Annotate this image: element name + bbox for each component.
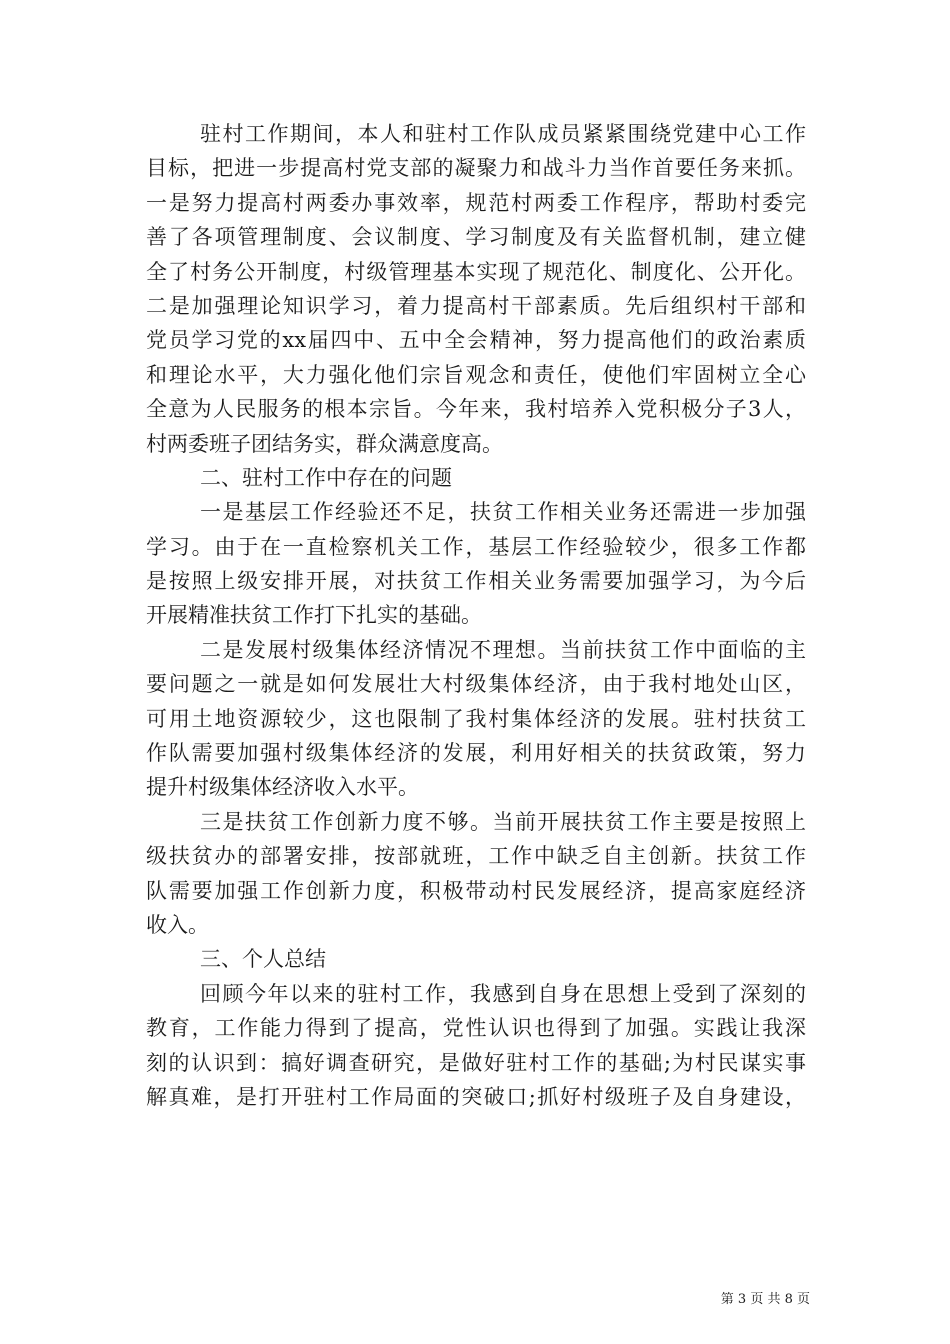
text-line: 是按照上级安排开展，对扶贫工作相关业务需要加强学习，为今后 xyxy=(146,569,806,594)
text-line: 一是努力提高村两委办事效率，规范村两委工作程序，帮助村委完 xyxy=(146,190,806,215)
text-line: 二是发展村级集体经济情况不理想。当前扶贫工作中面临的主 xyxy=(200,637,806,662)
section-heading-problems: 二、驻村工作中存在的问题 xyxy=(200,465,452,490)
text-line: 教育，工作能力得到了提高，党性认识也得到了加强。实践让我深 xyxy=(146,1016,806,1041)
text-line: 二是加强理论知识学习，着力提高村干部素质。先后组织村干部和 xyxy=(146,293,806,318)
text-line: 收入。 xyxy=(146,912,209,937)
text-line: 和理论水平，大力强化他们宗旨观念和责任，使他们牢固树立全心 xyxy=(146,362,806,387)
text-line: 村两委班子团结务实，群众满意度高。 xyxy=(146,431,503,456)
text-line: 党员学习党的xx届四中、五中全会精神，努力提高他们的政治素质 xyxy=(146,328,806,353)
text-line: 要问题之一就是如何发展壮大村级集体经济，由于我村地处山区， xyxy=(146,672,806,697)
text-line: 开展精准扶贫工作打下扎实的基础。 xyxy=(146,603,482,628)
text-line: 刻的认识到：搞好调查研究，是做好驻村工作的基础;为村民谋实事 xyxy=(146,1050,806,1075)
text-line: 全意为人民服务的根本宗旨。今年来，我村培养入党积极分子3人， xyxy=(146,397,806,422)
text-line: 善了各项管理制度、会议制度、学习制度及有关监督机制，建立健 xyxy=(146,225,806,250)
section-heading-summary: 三、个人总结 xyxy=(200,947,326,972)
page-number-footer: 第 3 页 共 8 页 xyxy=(720,1292,810,1307)
text-line: 学习。由于在一直检察机关工作，基层工作经验较少，很多工作都 xyxy=(146,534,806,559)
text-line: 一是基层工作经验还不足，扶贫工作相关业务还需进一步加强 xyxy=(200,500,806,525)
text-line: 可用土地资源较少，这也限制了我村集体经济的发展。驻村扶贫工 xyxy=(146,706,806,731)
body-text xyxy=(146,117,806,1114)
text-line: 提升村级集体经济收入水平。 xyxy=(146,775,419,800)
text-line: 目标，把进一步提高村党支部的凝聚力和战斗力当作首要任务来抓。 xyxy=(146,156,806,181)
text-line: 级扶贫办的部署安排，按部就班，工作中缺乏自主创新。扶贫工作 xyxy=(146,844,806,869)
text-line: 回顾今年以来的驻村工作，我感到自身在思想上受到了深刻的 xyxy=(200,981,806,1006)
text-line: 全了村务公开制度，村级管理基本实现了规范化、制度化、公开化。 xyxy=(146,259,806,284)
text-line: 队需要加强工作创新力度，积极带动村民发展经济，提高家庭经济 xyxy=(146,878,806,903)
text-line: 三是扶贫工作创新力度不够。当前开展扶贫工作主要是按照上 xyxy=(200,809,806,834)
text-line: 解真难，是打开驻村工作局面的突破口;抓好村级班子及自身建设， xyxy=(146,1084,806,1109)
text-line: 作队需要加强村级集体经济的发展，利用好相关的扶贫政策，努力 xyxy=(146,741,806,766)
text-line: 驻村工作期间，本人和驻村工作队成员紧紧围绕党建中心工作 xyxy=(200,122,806,146)
